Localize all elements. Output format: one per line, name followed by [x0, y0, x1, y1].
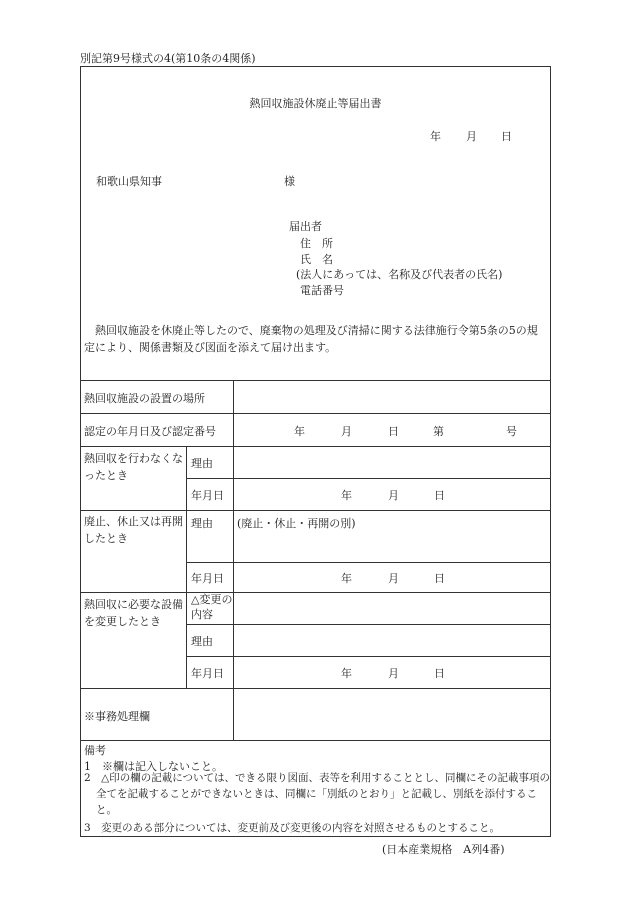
footer-standard: (日本産業規格 A列4番) [382, 843, 505, 856]
cert-dai: 第 [433, 425, 444, 438]
date-year: 年 [430, 130, 441, 143]
cert-year: 年 [294, 425, 305, 438]
cert-day: 日 [388, 425, 399, 438]
table-bottom-line [80, 740, 551, 741]
abolish-label: 廃止、休止又は再開したとき [84, 515, 183, 545]
abolish-day: 日 [434, 572, 445, 585]
abolish-year: 年 [341, 572, 352, 585]
notifier-corp-note: (法人にあっては、名称及び代表者の氏名) [296, 268, 503, 281]
table-line [80, 688, 551, 689]
table-line [186, 624, 551, 625]
no-longer-day: 日 [434, 489, 445, 502]
notifier-address: 住 所 [300, 237, 333, 250]
abolish-month: 月 [388, 572, 399, 585]
table-line [80, 413, 551, 414]
no-longer-date-label: 年月日 [191, 489, 224, 502]
no-longer-year: 年 [341, 489, 352, 502]
addressee-name: 和歌山県知事 [96, 175, 162, 188]
table-col-line [233, 380, 234, 446]
addressee-honorific: 様 [284, 175, 295, 188]
cert-label: 認定の年月日及び認定番号 [84, 425, 216, 438]
note-1: 1 ※欄は記入しないこと。 [84, 760, 223, 773]
body-text: 熱回収施設を休廃止等したので、廃棄物の処理及び清掃に関する法律施行令第5条の5の規定により、関係書類及び図面を添えて届け出ます。 [84, 324, 538, 354]
table-line [186, 656, 551, 657]
form-title: 熱回収施設休廃止等届出書 [249, 97, 382, 110]
cert-go: 号 [506, 425, 517, 438]
cert-month: 月 [341, 425, 352, 438]
table-top-line [80, 380, 551, 381]
notifier-phone: 電話番号 [300, 284, 344, 297]
table-line [80, 510, 551, 511]
abolish-date-label: 年月日 [191, 572, 224, 585]
notifier-label: 届出者 [289, 220, 322, 233]
no-longer-reason-label: 理由 [191, 457, 213, 470]
office-use-label: ※事務処理欄 [84, 710, 150, 723]
change-label: 熱回収に必要な設備を変更したとき [84, 598, 183, 628]
table-line [80, 446, 551, 447]
change-year: 年 [341, 667, 352, 680]
date-day: 日 [501, 130, 512, 143]
notes-heading: 備考 [84, 744, 106, 757]
note-2: 2 △印の欄の記載については、できる限り図面、表等を利用することとし、同欄にその記載事項の全てを記載することができないときは、同欄に「別紙のとおり」と記載し、別紙を添付すること。 [84, 772, 551, 816]
abolish-reason-label: 理由 [191, 517, 213, 530]
date-month: 月 [466, 130, 477, 143]
form-reference: 別記第9号様式の4(第10条の4関係) [80, 52, 256, 65]
table-line [186, 562, 551, 563]
change-date-label: 年月日 [191, 667, 224, 680]
change-reason-label: 理由 [191, 635, 213, 648]
change-day: 日 [434, 667, 445, 680]
abolish-type-note: (廃止・休止・再開の別) [237, 517, 356, 530]
table-col-line [186, 446, 187, 688]
change-month: 月 [388, 667, 399, 680]
notifier-name: 氏 名 [300, 253, 333, 266]
table-line [80, 592, 551, 593]
no-longer-month: 月 [388, 489, 399, 502]
change-content-label: △変更の内容 [191, 593, 233, 621]
location-label: 熱回収施設の設置の場所 [84, 392, 205, 405]
no-longer-label: 熱回収を行わなくなったとき [84, 452, 183, 482]
table-line [186, 478, 551, 479]
note-3: 3 変更のある部分については、変更前及び変更後の内容を対照させるものとすること。 [84, 822, 500, 834]
table-col-line [233, 446, 234, 740]
